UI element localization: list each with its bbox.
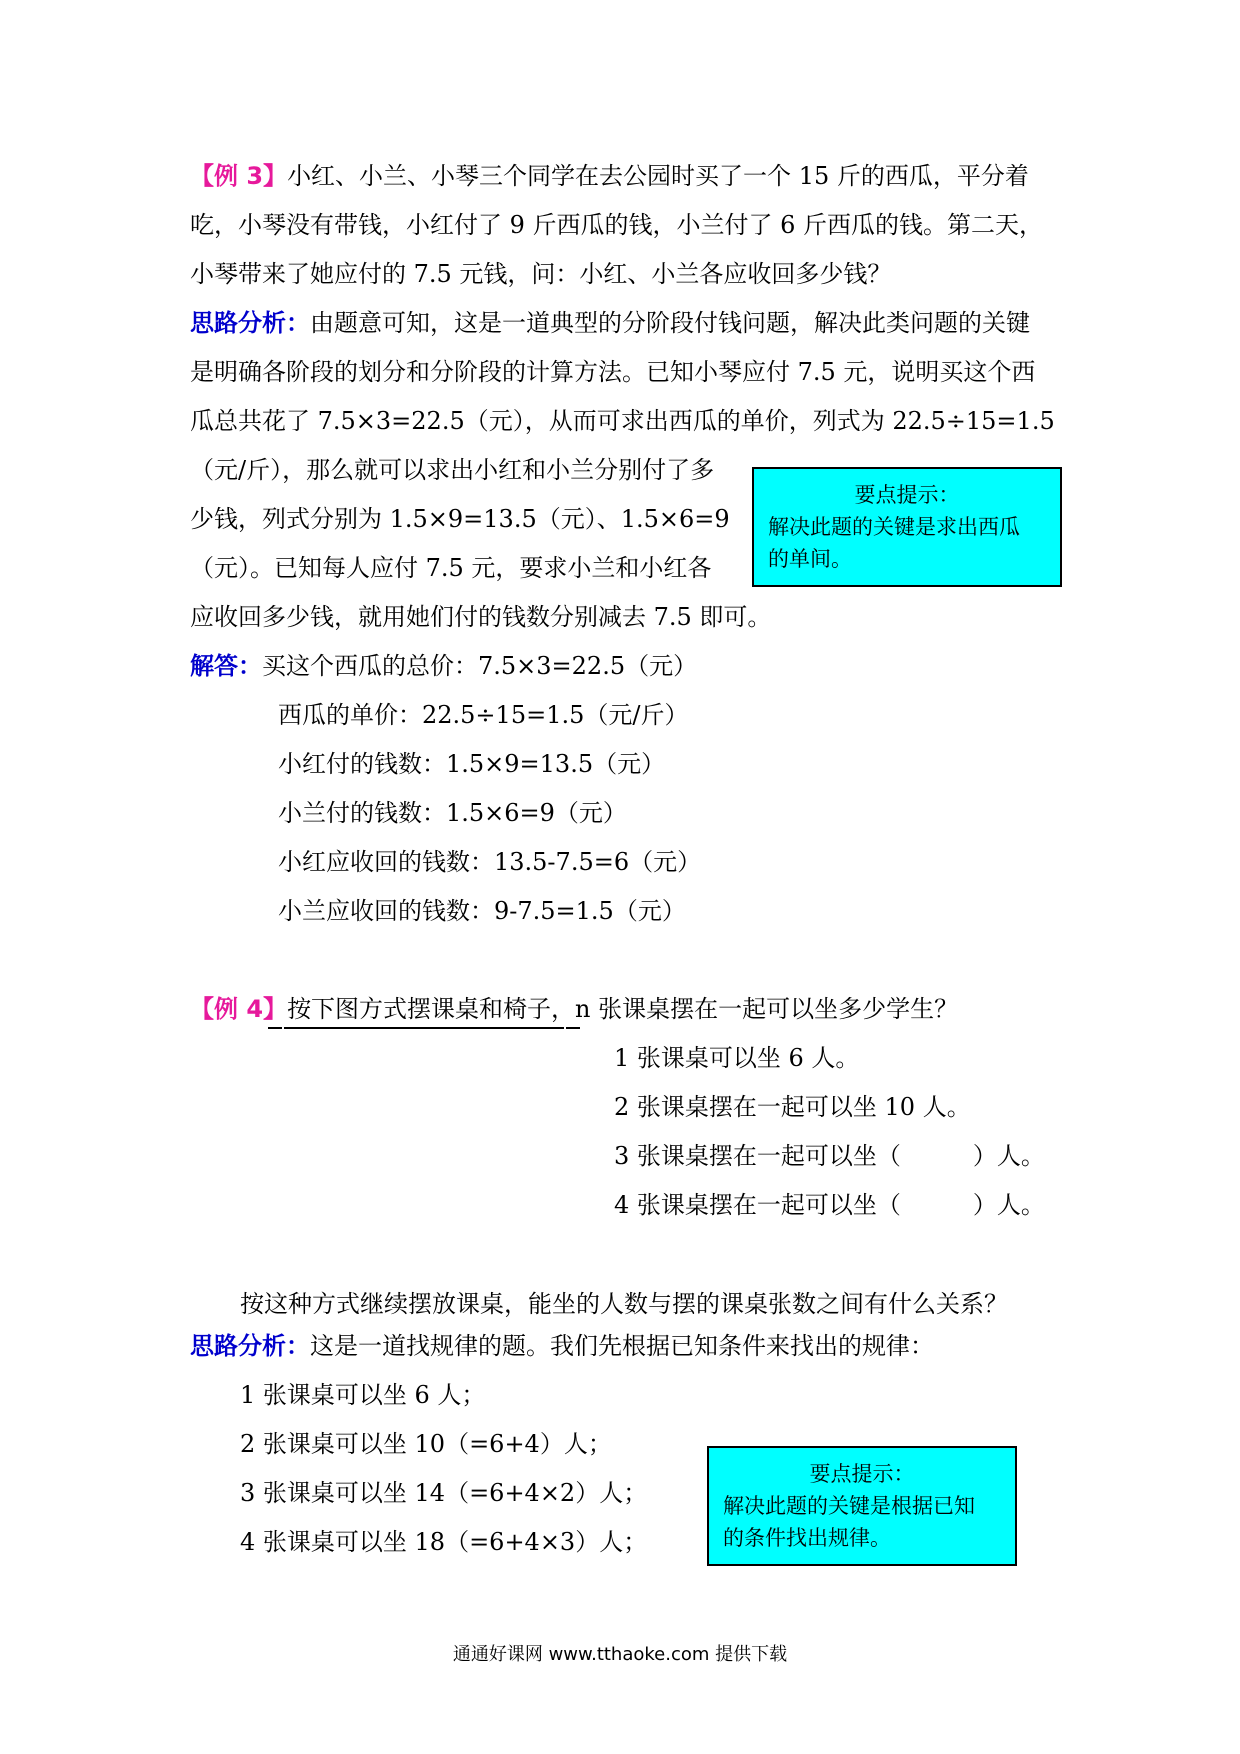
underline-mark-left [268,1027,282,1029]
ex3-analysis-heading: 思路分析： [190,309,310,337]
page-footer: 通通好课网 www.tthaoke.com 提供下载 [452,1644,788,1665]
ex4-analysis-heading: 思路分析： [190,1332,310,1360]
ex3-line-3: 小琴带来了她应付的 7.5 元钱，问：小红、小兰各应收回多少钱？ [190,260,892,288]
ex4-pattern-2: 2 张课桌可以坐 10（=6+4）人； [240,1430,612,1458]
ex3-answer-heading: 解答： [190,652,262,680]
ex3-hint-line-2: 的单间。 [768,547,852,571]
ex3-hint-line-1: 解决此题的关键是求出西瓜 [768,515,1020,539]
ex3-analysis-line-5: 少钱，列式分别为 1.5×9=13.5（元）、1.5×6=9 [190,505,730,533]
ex4-item-4: 4 张课桌摆在一起可以坐（ ）人。 [614,1191,1045,1219]
ex3-hint-title: 要点提示： [854,483,960,507]
ex4-question: 按下图方式摆课桌和椅子，n 张课桌摆在一起可以坐多少学生？ [287,995,959,1023]
ex4-hint-title: 要点提示： [809,1462,915,1486]
ex3-answer-line-1: 解答：买这个西瓜的总价：7.5×3=22.5（元） [190,652,698,680]
ex4-hint-line-2: 的条件找出规律。 [723,1526,891,1550]
ex4-tag: 【例 4】 [190,995,288,1023]
ex4-hint-box [707,1446,1017,1566]
ex4-pattern-1: 1 张课桌可以坐 6 人； [240,1381,486,1409]
ex3-tag: 【例 3】 [190,162,288,190]
ex4-question-line [190,997,958,1021]
ex3-analysis-line-1: 思路分析：由题意可知，这是一道典型的分阶段付钱问题，解决此类问题的关键 [190,309,1030,337]
ex3-analysis-line-6: （元）。已知每人应付 7.5 元，要求小兰和小红各 [190,554,712,582]
ex4-pattern-4: 4 张课桌可以坐 18（=6+4×3）人； [240,1528,648,1556]
ex3-answer-line-4: 小兰付的钱数：1.5×6=9（元） [278,799,627,827]
ex4-item-1: 1 张课桌可以坐 6 人。 [614,1044,860,1072]
ex3-analysis-line-7: 应收回多少钱，就用她们付的钱数分别减去 7.5 即可。 [190,603,772,631]
underline-mark-main [284,1027,564,1029]
ex3-analysis-line-2: 是明确各阶段的划分和分阶段的计算方法。已知小琴应付 7.5 元，说明买这个西 [190,358,1036,386]
ex4-hint-line-1: 解决此题的关键是根据已知 [723,1494,975,1518]
ex3-hint-box [752,467,1062,587]
ex3-line-1: 【例 3】小红、小兰、小琴三个同学在去公园时买了一个 15 斤的西瓜，平分着 [190,162,1029,190]
ex3-analysis-line-4: （元/斤），那么就可以求出小红和小兰分别付了多 [190,456,715,484]
ex4-pattern-3: 3 张课桌可以坐 14（=6+4×2）人； [240,1479,648,1507]
ex4-followup: 按这种方式继续摆放课桌，能坐的人数与摆的课桌张数之间有什么关系？ [240,1290,1008,1318]
ex3-line-2: 吃，小琴没有带钱，小红付了 9 斤西瓜的钱，小兰付了 6 斤西瓜的钱。第二天， [190,211,1044,239]
ex4-item-2: 2 张课桌摆在一起可以坐 10 人。 [614,1093,971,1121]
ex4-item-3: 3 张课桌摆在一起可以坐（ ）人。 [614,1142,1045,1170]
ex4-analysis-line: 思路分析：这是一道找规律的题。我们先根据已知条件来找出的规律： [190,1332,934,1360]
ex3-answer-line-2: 西瓜的单价：22.5÷15=1.5（元/斤） [278,701,689,729]
ex3-analysis-line-3: 瓜总共花了 7.5×3=22.5（元），从而可求出西瓜的单价，列式为 22.5÷15=1.5 [190,407,1055,435]
ex3-answer-line-5: 小红应收回的钱数：13.5-7.5=6（元） [278,848,702,876]
ex3-answer-line-6: 小兰应收回的钱数：9-7.5=1.5（元） [278,897,686,925]
ex3-answer-line-3: 小红付的钱数：1.5×9=13.5（元） [278,750,666,778]
underline-mark-right [566,1027,580,1029]
